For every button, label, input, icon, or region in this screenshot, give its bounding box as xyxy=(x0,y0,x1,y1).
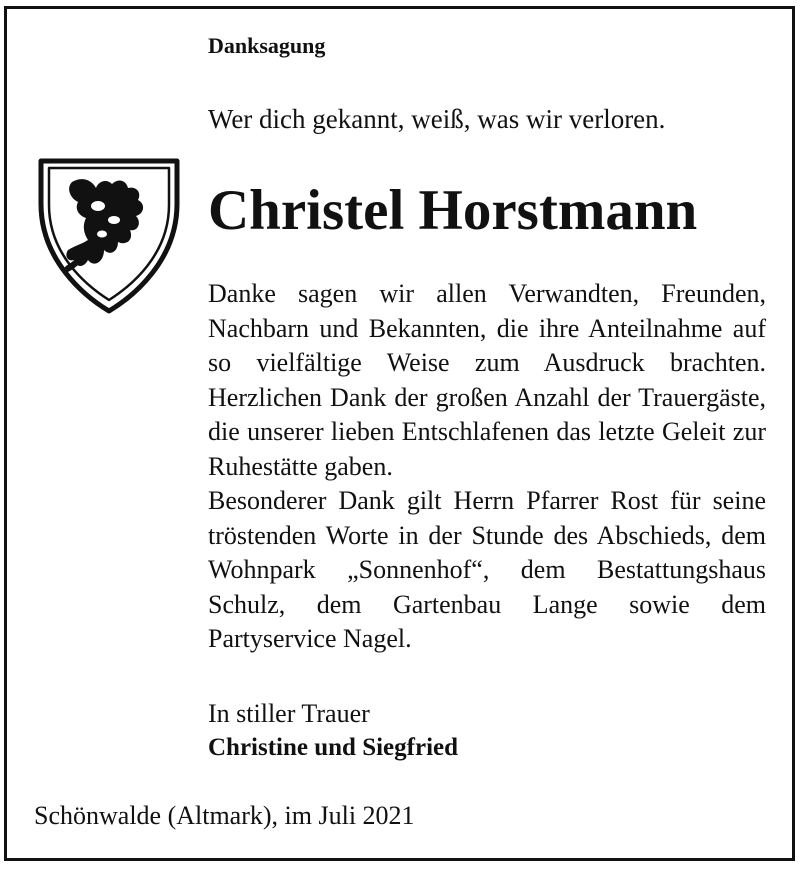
deceased-name: Christel Horstmann xyxy=(208,179,698,242)
motto-line: Wer dich gekannt, weiß, was wir verloren. xyxy=(208,104,666,134)
notice-heading: Danksagung xyxy=(208,33,326,58)
special-thanks-paragraph: Besonderer Dank gilt Herrn Pfarrer Rost für seine tröstenden Worte in der Stunde des Abschieds, dem Wohnpark „Sonnenhof“, dem Bestattungshaus Schulz, dem Gartenbau Lange sowie dem Partyservice Nagel. xyxy=(208,486,766,653)
closing-line: In stiller Trauer xyxy=(208,699,370,728)
signers: Christine und Siegfried xyxy=(208,734,459,761)
coat-of-arms-shield-icon xyxy=(38,158,180,314)
closing-block xyxy=(208,697,458,765)
place-and-date: Schönwalde (Altmark), im Juli 2021 xyxy=(34,801,415,830)
thank-you-body xyxy=(208,277,766,657)
thanks-paragraph: Danke sagen wir allen Verwandten, Freunden, Nachbarn und Bekannten, die ihre Anteilnahme auf so vielfältige Weise zum Ausdruck brachten. Herzlichen Dank der großen Anzahl der Trauergäste, die unserer lieben Entschlafenen das letzte Geleit zur Ruhestätte gaben. xyxy=(208,279,766,481)
